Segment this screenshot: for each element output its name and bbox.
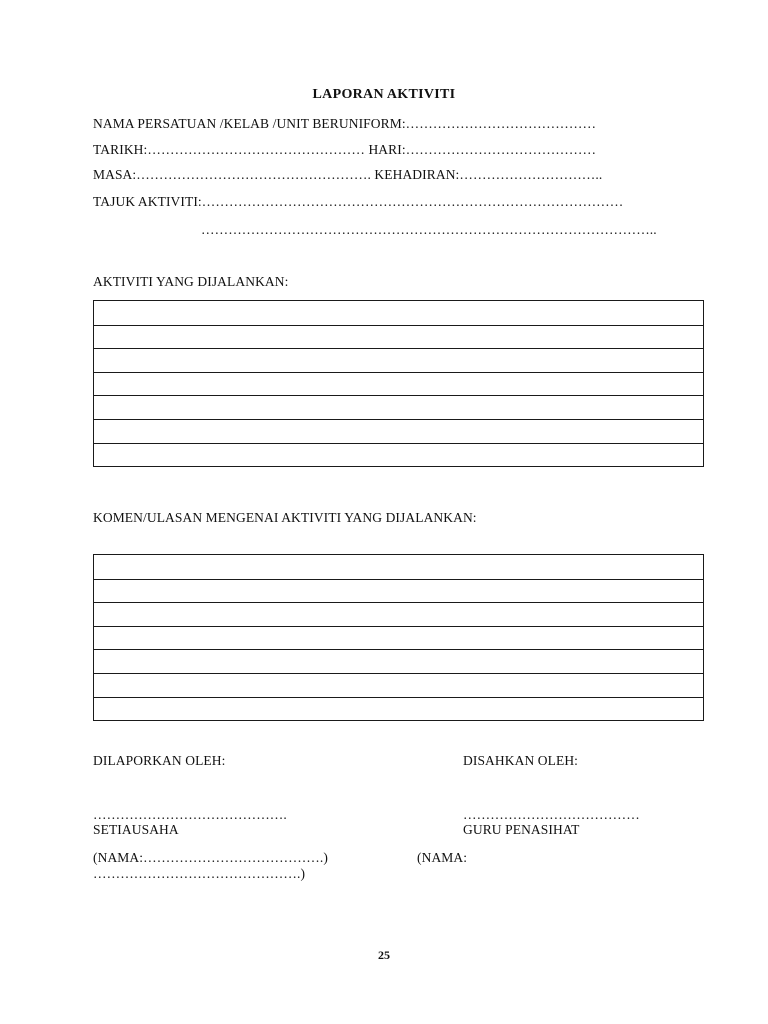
field-tajuk: TAJUK AKTIVITI:………………………………………………………………………………… xyxy=(93,194,624,209)
section-heading-komen: KOMEN/ULASAN MENGENAI AKTIVITI YANG DIJALANKAN: xyxy=(93,510,477,525)
blank-line xyxy=(94,395,703,419)
nama-right-continuation: ……………………………………….) xyxy=(93,866,306,881)
nama-left: (NAMA:………………………………….) xyxy=(93,850,328,865)
section-heading-aktiviti: AKTIVITI YANG DIJALANKAN: xyxy=(93,274,289,289)
page-number: 25 xyxy=(378,948,390,962)
blank-line xyxy=(94,626,703,650)
komen-lines-box xyxy=(93,554,704,721)
blank-line xyxy=(94,301,703,325)
role-setiausaha: SETIAUSAHA xyxy=(93,822,179,837)
blank-line xyxy=(94,673,703,697)
signature-line-right: ………………………………… xyxy=(463,807,640,822)
blank-line xyxy=(94,372,703,396)
field-masa-kehadiran: MASA:……………………………………………. KEHADIRAN:………………………….. xyxy=(93,167,603,182)
disahkan-oleh-label: DISAHKAN OLEH: xyxy=(463,753,579,768)
page-title: LAPORAN AKTIVITI xyxy=(312,87,456,102)
field-tajuk-continuation: ……………………………………………………………………………………….. xyxy=(201,222,657,237)
field-tarikh-hari: TARIKH:………………………………………… HARI:…………………………………… xyxy=(93,142,597,157)
nama-right: (NAMA: xyxy=(417,850,468,865)
aktiviti-lines-box xyxy=(93,300,704,467)
blank-line xyxy=(94,697,703,721)
blank-line xyxy=(94,348,703,372)
blank-line xyxy=(94,579,703,603)
dilaporkan-oleh-label: DILAPORKAN OLEH: xyxy=(93,753,226,768)
blank-line xyxy=(94,555,703,579)
role-guru-penasihat: GURU PENASIHAT xyxy=(463,822,580,837)
field-persatuan: NAMA PERSATUAN /KELAB /UNIT BERUNIFORM:…………………………………… xyxy=(93,116,597,131)
blank-line xyxy=(94,602,703,626)
blank-line xyxy=(94,325,703,349)
blank-line xyxy=(94,649,703,673)
blank-line xyxy=(94,443,703,467)
signature-line-left: ……………………………………. xyxy=(93,807,287,822)
blank-line xyxy=(94,419,703,443)
